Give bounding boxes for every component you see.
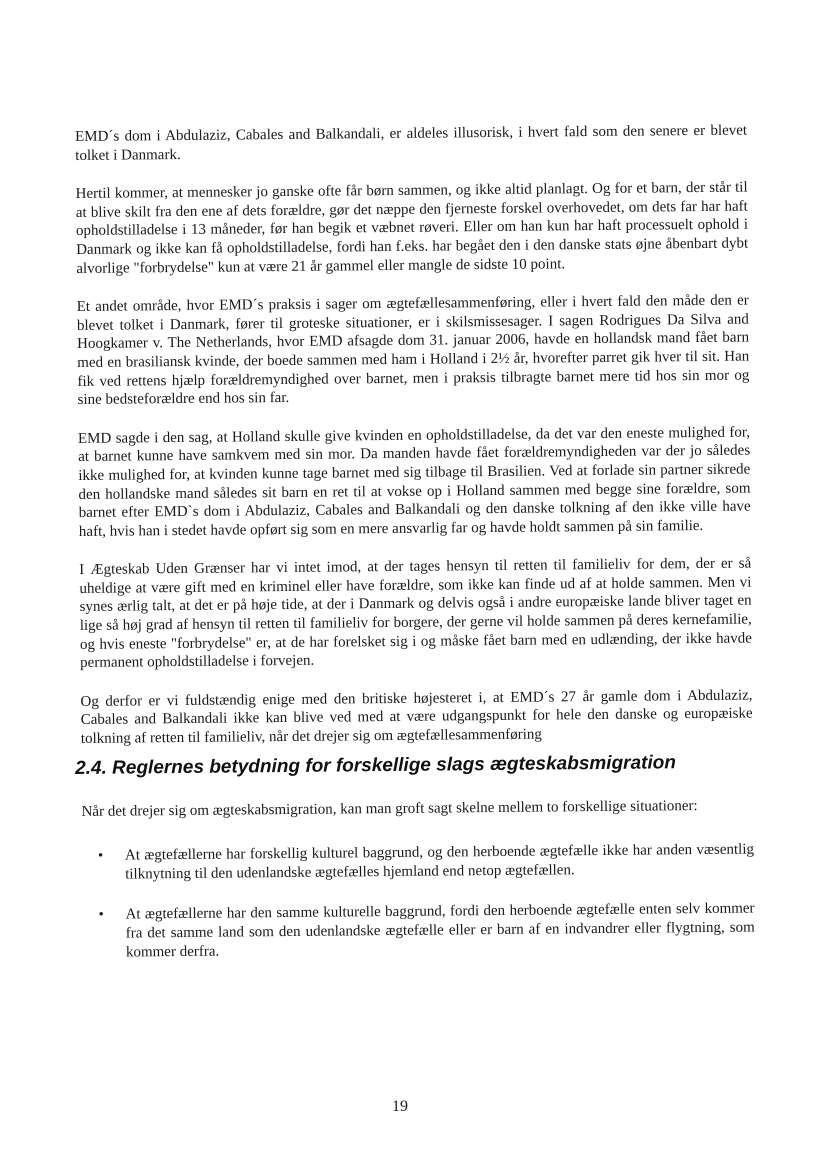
list-item: • At ægtefællerne har forskellig kulturel baggrund, og den herboende ægtefælle ikke har anden væsentlig tilknytning til den udenlandske ægtefælles hjemland end netop ægtefællen. — [82, 841, 754, 885]
list-item: • At ægtefællerne har den samme kulturelle baggrund, fordi den herboende ægtefælle enten selv kommer fra det samme land som den udenlandske ægtefælle eller er barn af en indvandrer eller flygtning, som kommer derfra. — [82, 900, 755, 962]
paragraph-4: EMD sagde i den sag, at Holland skulle give kvinden en opholdstilladelse, da det var den eneste mulighed for, at barnet kunne have samkvem med sin mor. Da manden havde fået forældremyndigheden var der jo således ikke mulighed for, at kvinden kunne tage barnet med sig tilbage til Brasilien. Ved at forlade sin partner sikrede den hollandske mand således sit barn en ret til at vokse op i Holland sammen med begge sine forældre, som barnet efter EMD`s dom i Abdulaziz, Cabales and Balkandali og den danske tolkning af den ikke ville have haft, hvis han i stedet havde opført sig som en mere ansvarlig far og havde holdt sammen på sin familie. — [77, 424, 751, 540]
bullet-list — [82, 841, 755, 962]
page-number: 19 — [392, 1098, 408, 1115]
section-heading: 2.4. Reglernes betydning for forskellige slags ægteskabsmigration — [75, 751, 677, 779]
paragraph-1: EMD´s dom i Abdulaziz, Cabales and Balkandali, er aldeles illusorisk, i hvert fald som den senere er blevet tolket i Danmark. — [75, 122, 748, 164]
paragraph-5: I Ægteskab Uden Grænser har vi intet imod, at der tages hensyn til retten til familieliv for dem, der er så uheldige at være gift med en kriminel eller have forældre, som ikke kan finde ud af at holde sammen. Men vi synes ærlig talt, at det er på høje tide, at der i Danmark og delvis også i andre europæiske lande bliver taget en lige så høj grad af hensyn til retten til familieliv for borgere, der gerne vil holde sammen på deres kernefamilie, og hvis eneste "forbrydelse" er, at de har forelsket sig i og måske fået barn med en udlænding, der ikke havde permanent opholdstilladelse i forvejen. — [79, 555, 753, 672]
paragraph-3: Et andet område, hvor EMD´s praksis i sager om ægtefællesammenføring, eller i hvert fald den måde den er blevet tolket i Danmark, fører til groteske situationer, er i skilsmissesager. I sagen Rodrigues Da Silva and Hoogkamer v. The Netherlands, hvor EMD afsagde dom 31. januar 2006, havde en hollandsk mand fået barn med en brasiliansk kvinde, der boede sammen med ham i Holland i 2½ år, hvorefter parret gik hver til sit. Han fik ved rettens hjælp forældremyndighed over barnet, men i praksis tilbragte barnet mere tid hos sin mor og sine bedsteforældre end hos sin far. — [76, 292, 750, 409]
paragraph-2: Hertil kommer, at mennesker jo ganske ofte får børn sammen, og ikke altid planlagt. Og for et barn, der står til at blive skilt fra den ene af dets forældre, gør det næppe den fjerneste forskel overhovedet, om dets far har haft opholdstilladelse i 13 måneder, før han begik et væbnet røveri. Eller om han kun har haft processuelt ophold i Danmark og ikke kan få opholdstilladelse, fordi han f.eks. har begået den i den danske stats øjne åbenbart dybt alvorlige "forbrydelse" kun at være 21 år gammel eller mangle de sidste 10 point. — [75, 179, 749, 277]
page-body — [75, 122, 755, 985]
section-intro: Når det drejer sig om ægteskabsmigration, kan man groft sagt skelne mellem to forskellige situationer: — [81, 797, 698, 820]
paragraph-6: Og derfor er vi fuldstændig enige med den britiske højesteret i, at EMD´s 27 år gamle dom i Abdulaziz, Cabales and Balkandali ikke kan blive ved med at være udgangspunkt for hele den danske og europæiske tolkning af retten til familieliv, når det drejer sig om ægtefællesammenføring — [80, 687, 753, 748]
